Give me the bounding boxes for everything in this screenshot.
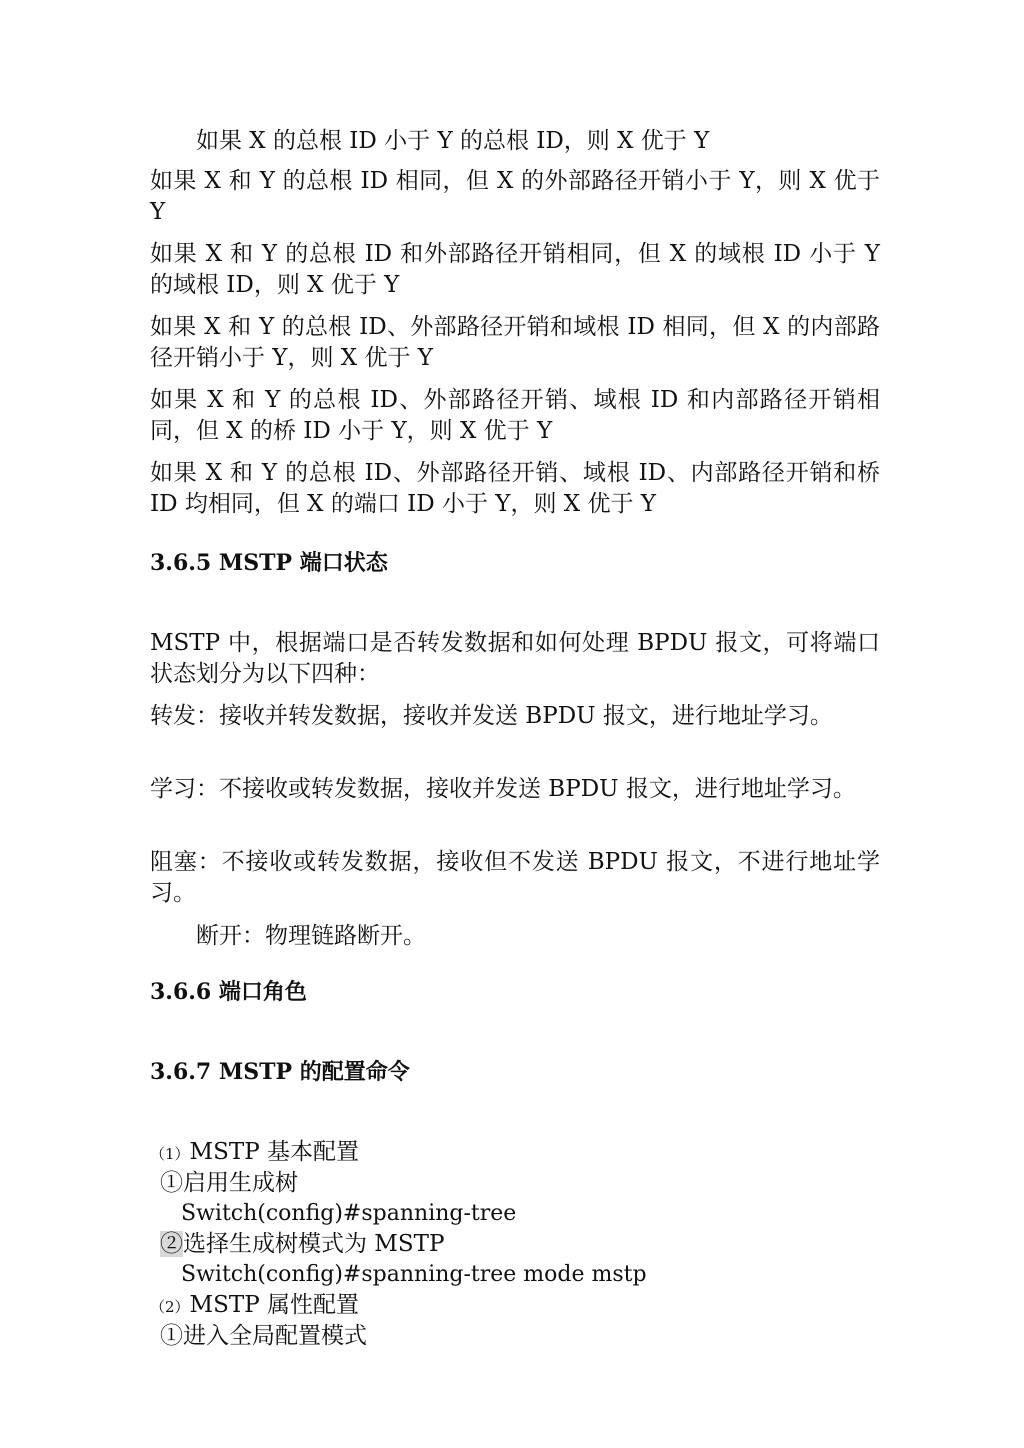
state-blocking: 阻塞：不接收或转发数据，接收但不发送 BPDU 报文，不进行地址学习。: [150, 849, 880, 906]
rule-paragraph-3: 如果 X 和 Y 的总根 ID 和外部路径开销相同，但 X 的域根 ID 小于 Y 的域根 ID，则 X 优于 Y: [150, 241, 880, 298]
command-spanning-tree: Switch(config)#spanning-tree: [181, 1201, 517, 1226]
heading-3-6-6: 3.6.6 端口角色: [150, 979, 307, 1005]
list-item-2-text: MSTP 属性配置: [189, 1292, 359, 1318]
list-number-2: （2）: [150, 1298, 190, 1316]
list-item-2: [150, 1290, 359, 1322]
rule-paragraph-2: 如果 X 和 Y 的总根 ID 相同，但 X 的外部路径开销小于 Y，则 X 优于 Y: [150, 168, 880, 225]
port-state-intro: MSTP 中，根据端口是否转发数据和如何处理 BPDU 报文，可将端口状态划分为以下四种：: [150, 630, 880, 687]
heading-3-6-5: 3.6.5 MSTP 端口状态: [150, 550, 388, 576]
rule-paragraph-1: 如果 X 的总根 ID 小于 Y 的总根 ID，则 X 优于 Y: [150, 128, 710, 154]
rule-paragraph-5: 如果 X 和 Y 的总根 ID、外部路径开销、域根 ID 和内部路径开销相同，但 X 的桥 ID 小于 Y，则 X 优于 Y: [150, 387, 880, 444]
step-enable-spanning-tree: ①启用生成树: [160, 1170, 298, 1196]
step-enter-global-config: ①进入全局配置模式: [160, 1323, 367, 1349]
list-number-1: （1）: [150, 1145, 190, 1163]
state-disabled: 断开：物理链路断开。: [150, 923, 426, 949]
state-learning: 学习：不接收或转发数据，接收并发送 BPDU 报文，进行地址学习。: [150, 776, 856, 802]
step-select-mode-text: 选择生成树模式为 MSTP: [183, 1231, 445, 1257]
rule-paragraph-4: 如果 X 和 Y 的总根 ID、外部路径开销和域根 ID 相同，但 X 的内部路径开销小于 Y，则 X 优于 Y: [150, 314, 880, 371]
state-forwarding: 转发：接收并转发数据，接收并发送 BPDU 报文，进行地址学习。: [150, 703, 833, 729]
list-item-1: [150, 1137, 359, 1169]
step-select-mode: [160, 1229, 444, 1259]
heading-3-6-7: 3.6.7 MSTP 的配置命令: [150, 1059, 410, 1085]
list-item-1-text: MSTP 基本配置: [189, 1139, 359, 1165]
step-number-highlight: ②: [160, 1231, 183, 1257]
rule-paragraph-6: 如果 X 和 Y 的总根 ID、外部路径开销、域根 ID、内部路径开销和桥 ID 均相同，但 X 的端口 ID 小于 Y，则 X 优于 Y: [150, 460, 880, 517]
command-spanning-tree-mode: Switch(config)#spanning-tree mode mstp: [181, 1262, 647, 1287]
